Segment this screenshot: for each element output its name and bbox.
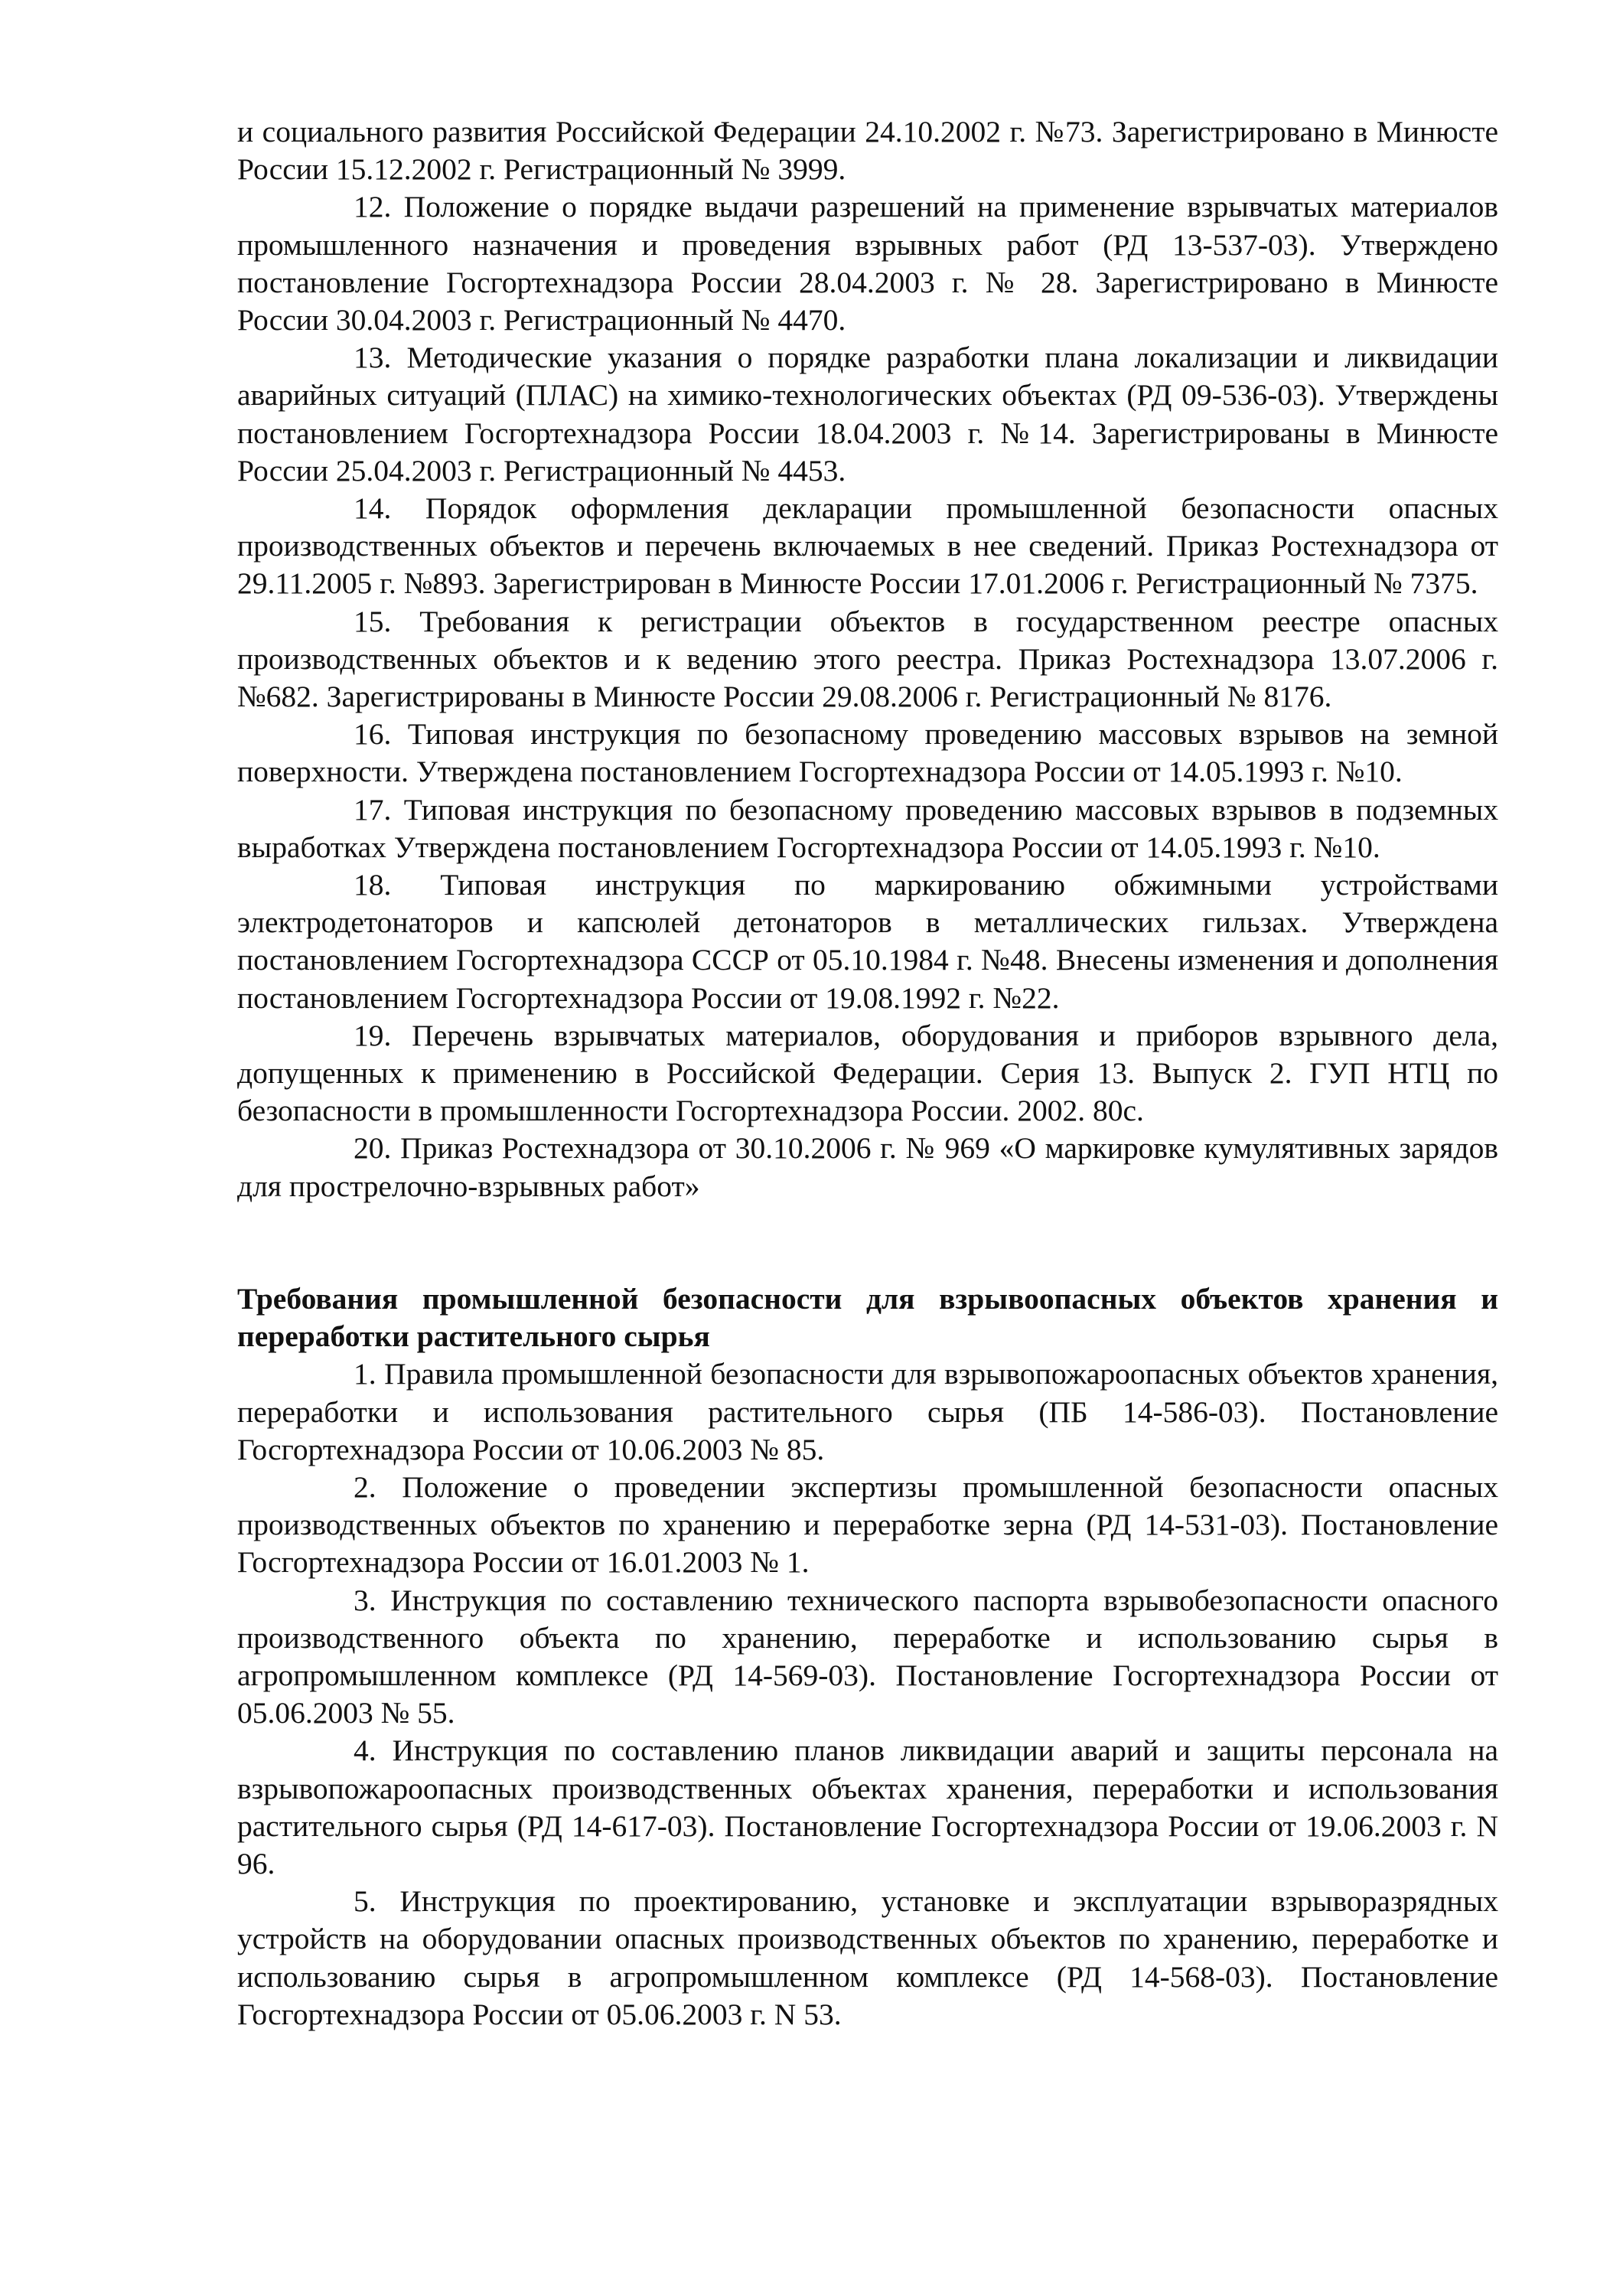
list-item-17: 17. Типовая инструкция по безопасному проведению массовых взрывов в подземных выработках Утверждена постановлением Госгортехнадзора России от 14.05.1993 г. №10.: [237, 792, 1498, 864]
list-item-20: 20. Приказ Ростехнадзора от 30.10.2006 г. № 969 «О маркировке кумулятивных зарядов для прострелочно-взрывных работ»: [237, 1131, 1498, 1203]
list-item-12: 12. Положение о порядке выдачи разрешений на применение взрывчатых материалов промышленного назначения и проведения взрывных работ (РД 13-537-03). Утверждено постановление Госгортехнадзора России 28.04.2003 г. № 28. Зарегистрировано в Минюсте России 30.04.2003 г. Регистрационный № 4470.: [237, 190, 1498, 338]
list-item-continuation: и социального развития Российской Федерации 24.10.2002 г. №73. Зарегистрировано в Минюсте России 15.12.2002 г. Регистрационный № 3999.: [237, 115, 1498, 187]
section-heading: Требования промышленной безопасности для взрывоопасных объектов хранения и переработки растительного сырья: [237, 1281, 1498, 1354]
list-item-18: 18. Типовая инструкция по маркированию обжимными устройствами электродетонаторов и капсюлей детонаторов в металлических гильзах. Утверждена постановлением Госгортехнадзора СССР от 05.10.1984 г. №48. Внесены изменения и дополнения постановлением Госгортехнадзора России от 19.08.1992 г. №22.: [237, 868, 1498, 1015]
section-list-item-4: 4. Инструкция по составлению планов ликвидации аварий и защиты персонала на взрывопожароопасных производственных объектах хранения, переработки и использования растительного сырья (РД 14-617-03). Постановление Госгортехнадзора России от 19.06.2003 г. N 96.: [237, 1733, 1498, 1880]
list-item-19: 19. Перечень взрывчатых материалов, оборудования и приборов взрывного дела, допущенных к применению в Российской Федерации. Серия 13. Выпуск 2. ГУП НТЦ по безопасности в промышленности Госгортехнадзора России. 2002. 80с.: [237, 1018, 1498, 1128]
section-list-item-5: 5. Инструкция по проектированию, установке и эксплуатации взрыворазрядных устройств на оборудовании опасных производственных объектов по хранению, переработке и использованию сырья в агропромышленном комплексе (РД 14-568-03). Постановление Госгортехнадзора России от 05.06.2003 г. N 53.: [237, 1884, 1498, 2031]
list-item-16: 16. Типовая инструкция по безопасному проведению массовых взрывов на земной поверхности. Утверждена постановлением Госгортехнадзора России от 14.05.1993 г. №10.: [237, 717, 1498, 789]
section-spacer: [237, 1205, 1498, 1280]
list-item-15: 15. Требования к регистрации объектов в государственном реестре опасных производственных объектов и к ведению этого реестра. Приказ Ростехнадзора 13.07.2006 г. №682. Зарегистрированы в Минюсте России 29.08.2006 г. Регистрационный № 8176.: [237, 604, 1498, 714]
section-list-item-3: 3. Инструкция по составлению технического паспорта взрывобезопасности опасного производственного объекта по хранению, переработке и использованию сырья в агропромышленном комплексе (РД 14-569-03). Постановление Госгортехнадзора России от 05.06.2003 № 55.: [237, 1583, 1498, 1730]
document-page: [237, 113, 1498, 2033]
section-list-item-2: 2. Положение о проведении экспертизы промышленной безопасности опасных производственных объектов по хранению и переработке зерна (РД 14-531-03). Постановление Госгортехнадзора России от 16.01.2003 № 1.: [237, 1469, 1498, 1580]
section-list-item-1: 1. Правила промышленной безопасности для взрывопожароопасных объектов хранения, переработки и использования растительного сырья (ПБ 14-586-03). Постановление Госгортехнадзора России от 10.06.2003 № 85.: [237, 1357, 1498, 1466]
list-item-14: 14. Порядок оформления декларации промышленной безопасности опасных производственных объектов и перечень включаемых в нее сведений. Приказ Ростехнадзора от 29.11.2005 г. №893. Зарегистрирован в Минюсте России 17.01.2006 г. Регистрационный № 7375.: [237, 491, 1498, 601]
list-item-13: 13. Методические указания о порядке разработки плана локализации и ликвидации аварийных ситуаций (ПЛАС) на химико-технологических объектах (РД 09-536-03). Утверждены постановлением Госгортехнадзора России 18.04.2003 г. №14. Зарегистрированы в Минюсте России 25.04.2003 г. Регистрационный № 4453.: [237, 341, 1498, 488]
